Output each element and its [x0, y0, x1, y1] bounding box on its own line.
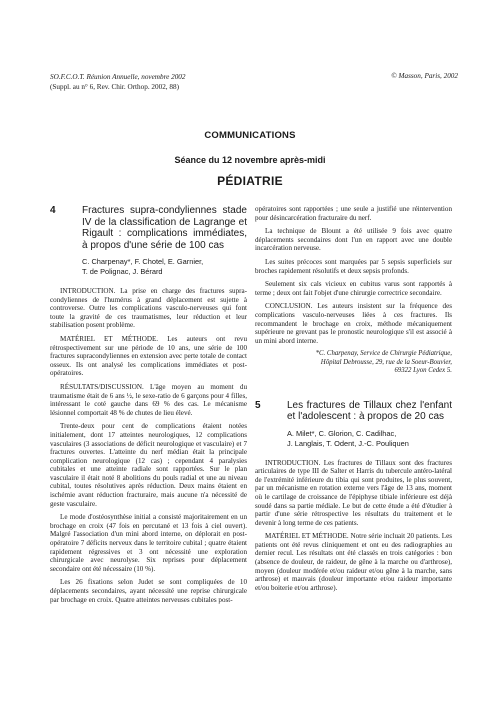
topic-title: PÉDIATRIE [217, 174, 283, 188]
authors-line: A. Milet*, C. Glorion, C. Cadilhac, [287, 428, 397, 438]
article-authors [82, 257, 247, 277]
copyright: © Masson, Paris, 2002 [391, 72, 458, 80]
paragraph-complications: Trente-deux pour cent de complications étaient notées initialement, dont 17 atteintes neurologiques, 12 complications vasculaires (3 associations de déficit neurologique et vasculaire) et 7 fractures ouvertes. L'atteinte du nerf médian était la principale complication neurologique (12 cas) ; cependant 4 paralysies cubitales et une atteinte radiale sont rapportées. Sur le plan vasculaire il était noté 8 abolitions du pouls radial et une au niveau cubital, toutes résolutives après réduction. Deux mains étaient en ischémie avant réduction fracturaire, mais aucune n'a nécessité de geste vasculaire. [50, 422, 247, 508]
section-title: COMMUNICATIONS [204, 130, 296, 141]
journal-citation: SO.F.C.O.T. Réunion Annuelle, novembre 2002 [50, 73, 186, 81]
authors-line: C. Charpenay*, F. Chotel, E. Garnier, [82, 257, 204, 266]
affiliation-line: 69322 Lyon Cedex 5. [394, 367, 452, 375]
paragraph-conclusion: CONCLUSION. Les auteurs insistent sur la fréquence des complications vasculo-nerveuses liées à ces fractures. Ils recommandent le brochage en croix, méthode mécaniquement supérieure ne grevant pas le pronostic neurologique s'il est associé à un mini abord interne. [255, 302, 452, 345]
affiliation-line: Hôpital Debrousse, 29, rue de la Soeur-Bouvier, [320, 358, 452, 366]
authors-line: J. Langlais, T. Odent, J.-C. Pouliquen [287, 438, 409, 448]
paragraph-judet: Les 26 fixations selon Judet se sont compliquées de 10 déplacements secondaires, ayant nécessité une reprise chirurgicale par brochage en croix. Quatre atteintes nerveuses cubitales post- [50, 578, 247, 604]
article-number: 5 [255, 399, 261, 411]
paragraph-osteosynthesis: Le mode d'ostéosynthèse initial a consisté majoritairement en un brochage en croix (47 fois en percutané et 13 fois à ciel ouvert). Malgré l'association d'un mini abord interne, on déplorait en post-opératoire 7 déficits nerveux dans le territoire cubital ; quatre étaient rapidement régressives et 3 ont nécessité une exploration chirurgicale avec neurolyse. Six reprises pour déplacement secondaire ont été nécessaire (10 %). [50, 513, 247, 573]
article-number: 4 [50, 205, 56, 216]
paragraph-methods: MATÉRIEL ET MÉTHODE. Notre série incluait 20 patients. Les patients ont été revus cliniquement et ont eu des radiographies au dernier recul. Les résultats ont été classés en trois catégories : bon (absence de douleur, de raideur, de gêne à la marche ou d'arthrose), moyen (douleur modérée et/ou raideur et/ou gêne à la marche, sans arthrose) et mauvais (douleur importante et/ou raideur importante et/ou boiterie et/ou arthrose). [255, 532, 452, 592]
article-authors [287, 429, 452, 449]
paragraph-introduction: INTRODUCTION. Les fractures de Tillaux sont des fractures articulaires de type III de Salter et Harris du tubercule antéro-latéral de l'extrémité inférieure du tibia qui sont produites, le plus souvent, par un mécanisme en rotation externe vers l'âge de 13 ans, moment où le cartilage de croissance de l'épiphyse tibiale inférieure est déjà soudé dans sa partie médiale. Le but de cette étude a été d'étudier à partir d'une série rétrospective les résultats du traitement et le devenir à long terme de ces patients. [255, 458, 452, 527]
session-title: Séance du 12 novembre après-midi [174, 155, 326, 165]
article-4-heading [50, 205, 247, 251]
paragraph-methods: MATÉRIEL ET MÉTHODE. Les auteurs ont revu rétrospectivement sur une période de 10 ans, une série de 100 fractures supracondyliennes en extension avec perte totale de contact osseux. Ils ont analysé les complications immédiates et post-opératoires. [50, 334, 247, 378]
journal-header-left [50, 72, 185, 92]
author-affiliation [255, 350, 452, 375]
paragraph-sepsis: Les suites précoces sont marquées par 5 sepsis superficiels sur broches rapidement résolutifs et deux sepsis profonds. [255, 257, 452, 275]
journal-supplement: (Suppl. au n° 6, Rev. Chir. Orthop. 2002, 88) [50, 83, 179, 91]
paragraph-continued: opératoires sont rapportées ; une seule a justifié une réintervention pour désincarcération fracturaire du nerf. [255, 205, 452, 222]
paragraph-introduction: INTRODUCTION. La prise en charge des fractures supra-condyliennes de l'humérus à grand déplacement est sujette à controverse. Outre les complications vasculo-nerveuses qui font toute la gravité de ces traumatismes, leur réduction et leur stabilisation posent problème. [50, 287, 247, 330]
paragraph-blount: La technique de Blount a été utilisée 9 fois avec quatre déplacements secondaires dont l'un en rapport avec une double incarcération nerveuse. [255, 227, 452, 253]
article-title: Fractures supra-condyliennes stade IV de la classification de Lagrange et Rigault : complications immédiates, à propos d'une série de 100 cas [82, 205, 247, 251]
affiliation-line: *C. Charpenay, Service de Chirurgie Pédiatrique, [315, 350, 452, 358]
article-title: Les fractures de Tillaux chez l'enfant et l'adolescent : à propos de 20 cas [287, 399, 452, 423]
article-5-heading [255, 400, 452, 423]
authors-line: T. de Polignac, J. Bérard [82, 267, 163, 276]
right-column [255, 205, 452, 597]
paragraph-cals: Seulement six cals vicieux en cubitus varus sont rapportés à terme ; deux ont fait l'objet d'une chirurgie correctrice secondaire. [255, 280, 452, 297]
paragraph-results: RÉSULTATS/DISCUSSION. L'âge moyen au moment du traumatisme était de 6 ans ½, le sexe-ratio de 6 garçons pour 4 filles, intéressant le coté gauche dans 69 % des cas. Le mécanisme lésionnel comportait 48 % de chutes de lieu élevé. [50, 382, 247, 417]
left-column [50, 205, 247, 609]
